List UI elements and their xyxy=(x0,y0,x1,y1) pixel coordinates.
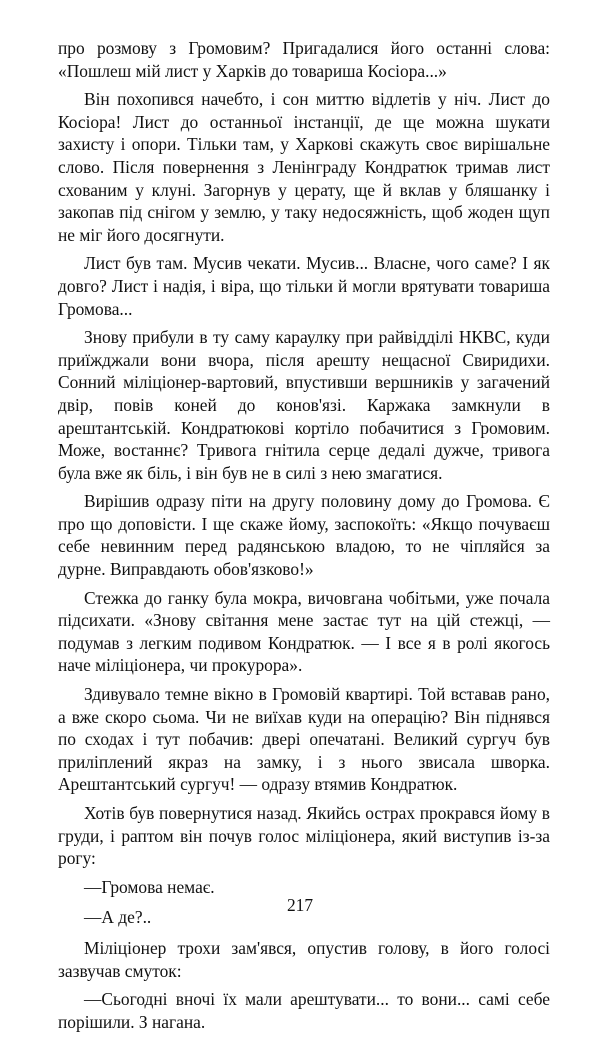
paragraph: Міліціонер трохи зам'явся, опустив голову, в його голосі зазвучав смуток: xyxy=(58,937,550,981)
paragraph: Хотів був повернутися назад. Якийсь острах прокрався йому в груди, і раптом він почув голос міліціонера, який виступив із-за рогу: xyxy=(58,803,550,869)
dialogue-line: —Громова немає. xyxy=(84,876,215,897)
paragraph: Здивувало темне вікно в Громовій квартирі. Той вставав рано, а вже скоро сьома. Чи не виїхав куди на операцію? Він піднявся по сходах і тут побачив: двері опечатані. Великий сургуч був приліплений якраз на замку, і з нього звисала шворка. Арештантський сургуч! — одразу втямив Кондратюк. xyxy=(58,684,550,795)
paragraph: Лист був там. Мусив чекати. Мусив... Власне, чого саме? І як довго? Лист і надія, і віра, що тільки й могли врятувати товариша Громова... xyxy=(58,253,550,319)
paragraph: про розмову з Громовим? Пригадалися його останні слова: «Пошлеш мій лист у Харків до товариша Косіора...» xyxy=(58,38,550,81)
dialogue-line: —Сьогодні вночі їх мали арештувати... то вони... самі себе порішили. З нагана. xyxy=(58,989,550,1032)
paragraph: Вирішив одразу піти на другу половину дому до Громова. Є про що доповісти. І ще скаже йому, заспокоїть: «Якщо почуваєш себе невинним перед радянською владою, то не чіпляйся за дурне. Виправдають обов'язково!» xyxy=(58,491,550,580)
page-number: 217 xyxy=(286,895,314,915)
book-page-text xyxy=(58,37,550,1039)
paragraph: Знову прибули в ту саму караулку при райвідділі НКВС, куди приїжджали вони вчора, після арешту нещасної Свиридихи. Сонний міліціонер-вартовий, впустивши вершників у загачений двір, повів коней до конов'язі. Каржака замкнули в арештантській. Кондратюкові кортіло побачитися з Громовим. Може, востаннє? Тривога гнітила серце дедалі дужче, тривога була вже як біль, і він був не в силі з нею змагатися. xyxy=(58,327,550,483)
paragraph: Стежка до ганку була мокра, вичовгана чобітьми, уже почала підсихати. «Знову світання мене застає тут на цій стежці, — подумав з легким подивом Кондратюк. — І все я в ролі якогось наче міліціонера, чи прокурора». xyxy=(58,587,550,676)
paragraph: Він похопився начебто, і сон миттю відлетів у ніч. Лист до Косіора! Лист до останньої інстанції, де ще можна шукати захисту і опори. Тільки там, у Харкові скажуть своє вирішальне слово. Після повернення з Ленінграду Кондратюк тримав лист схованим у клуні. Загорнув у церату, ще й вклав у бляшанку і закопав під снігом у землю, у таку недосяжність, щоб жоден щуп не міг його досягнути. xyxy=(58,89,550,245)
dialogue-line: —А де?.. xyxy=(84,907,152,928)
